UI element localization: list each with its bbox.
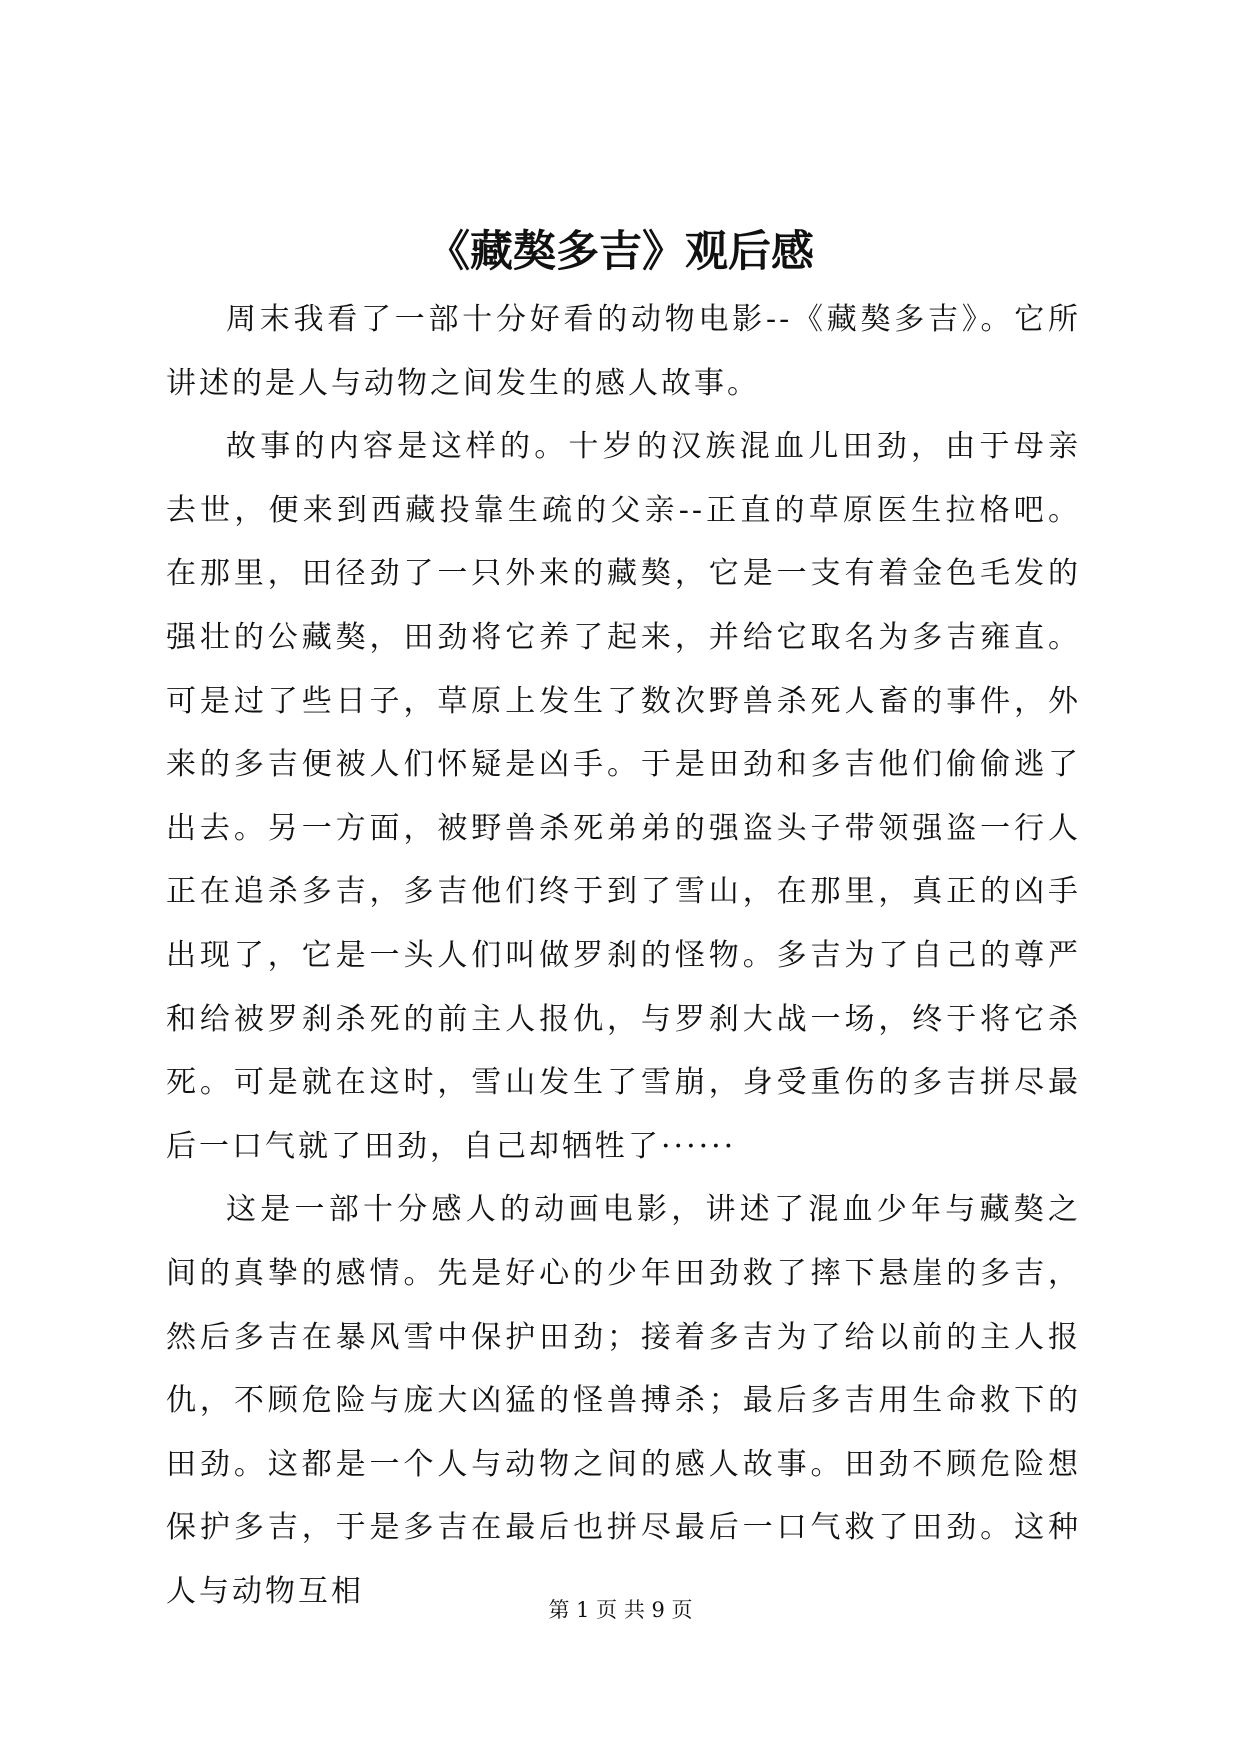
paragraph-intro: 周末我看了一部十分好看的动物电影--《藏獒多吉》。它所讲述的是人与动物之间发生的感人故事。 [166,302,1081,401]
paragraph-reflection: 这是一部十分感人的动画电影，讲述了混血少年与藏獒之间的真挚的感情。先是好心的少年田劲救了摔下悬崖的多吉，然后多吉在暴风雪中保护田劲；接着多吉为了给以前的主人报仇，不顾危险与庞大凶猛的怪兽搏杀；最后多吉用生命救下的田劲。这都是一个人与动物之间的感人故事。田劲不顾危险想保护多吉，于是多吉在最后也拼尽最后一口气救了田劲。这种人与动物互相 [166,1192,1081,1609]
paragraph-story: 故事的内容是这样的。十岁的汉族混血儿田劲，由于母亲去世，便来到西藏投靠生疏的父亲--正直的草原医生拉格吧。在那里，田径劲了一只外来的藏獒，它是一支有着金色毛发的强壮的公藏獒，田劲将它养了起来，并给它取名为多吉雍直。可是过了些日子，草原上发生了数次野兽杀死人畜的事件，外来的多吉便被人们怀疑是凶手。于是田劲和多吉他们偷偷逃了出去。另一方面，被野兽杀死弟弟的强盗头子带领强盗一行人正在追杀多吉，多吉他们终于到了雪山，在那里，真正的凶手出现了，它是一头人们叫做罗刹的怪物。多吉为了自己的尊严和给被罗刹杀死的前主人报仇，与罗刹大战一场，终于将它杀死。可是就在这时，雪山发生了雪崩，身受重伤的多吉拼尽最后一口气就了田劲，自己却牺牲了······ [166,429,1081,1164]
document-title: 《藏獒多吉》观后感 [427,227,814,277]
page-footer: 第 1 页 共 9 页 [548,1598,693,1622]
document-body [166,288,1081,1623]
